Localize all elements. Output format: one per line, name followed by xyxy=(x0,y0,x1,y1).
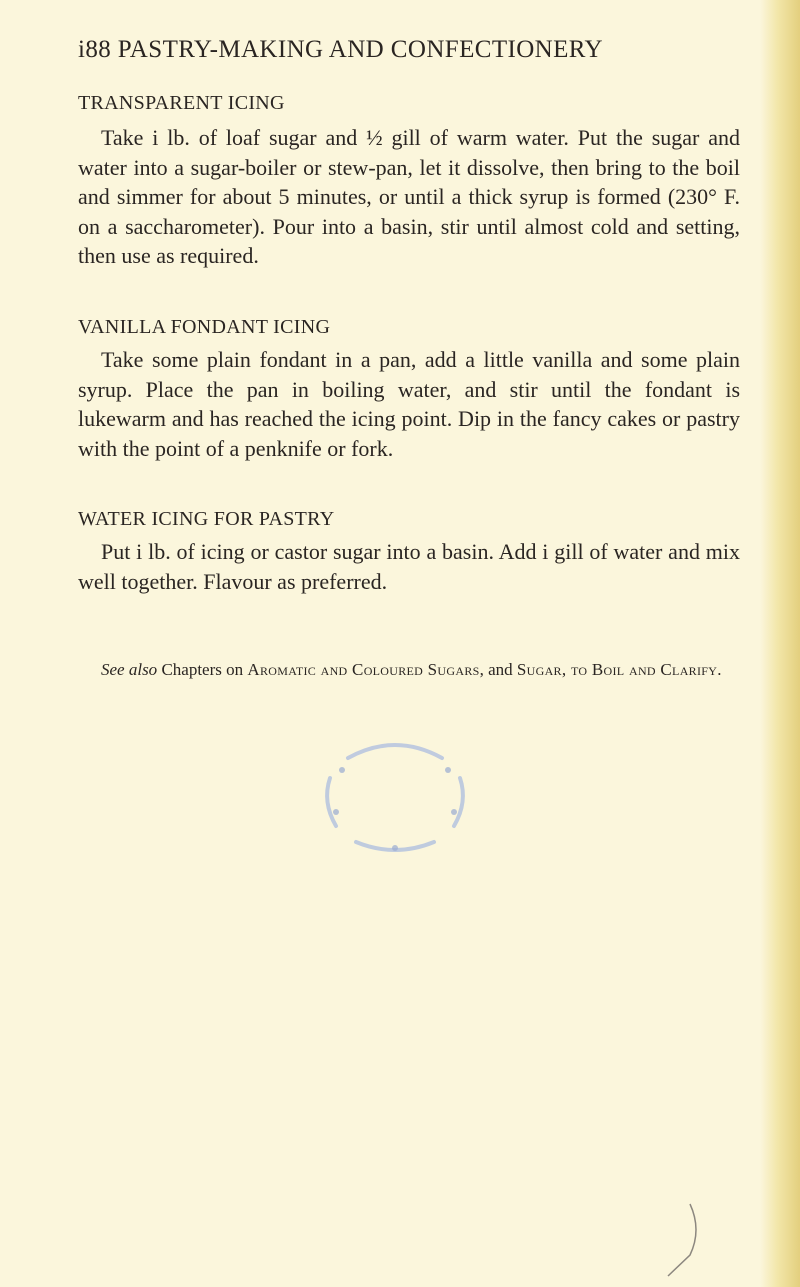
section-heading-transparent-icing: TRANSPARENT ICING xyxy=(78,92,285,114)
see-also-ref-aromatic: Aromatic and Coloured Sugars xyxy=(247,660,480,679)
section-body-transparent-icing: Take i lb. of loaf sugar and ½ gill of warm water. Put the sugar and water into a sugar-boiler or stew-pan, let it dissolve, then bring to the boil and simmer for about 5 minutes, or until a thick syrup is formed (230° F. on a saccharometer). Pour into a basin, stir until almost cold and setting, then use as required. xyxy=(78,125,740,268)
section-heading-vanilla-fondant-icing: VANILLA FONDANT ICING xyxy=(78,316,331,338)
page-edge xyxy=(760,0,800,1287)
see-also-ref-sugar: Sugar, to Boil and Clarify xyxy=(516,660,718,679)
see-also-text-2: , and xyxy=(479,660,517,679)
see-also-lead: See also xyxy=(101,660,158,679)
section-heading-water-icing: WATER ICING FOR PASTRY xyxy=(78,508,335,530)
running-head: i88 PASTRY-MAKING AND CONFECTIONERY xyxy=(78,36,603,63)
section-body-vanilla-fondant-icing: Take some plain fondant in a pan, add a little vanilla and some plain syrup. Place the pan in boiling water, and stir until the fondant is lukewarm and has reached the icing point. Dip in the fancy cakes or pastry with the point of a penknife or fork. xyxy=(78,347,740,461)
see-also-text-1: Chapters on xyxy=(157,660,248,679)
library-stamp xyxy=(270,730,520,860)
section-body-water-icing: Put i lb. of icing or castor sugar into a basin. Add i gill of water and mix well together. Flavour as preferred. xyxy=(78,539,740,594)
see-also-text-3: . xyxy=(717,660,722,679)
pencil-mark xyxy=(660,1200,720,1280)
see-also-note xyxy=(78,658,740,682)
